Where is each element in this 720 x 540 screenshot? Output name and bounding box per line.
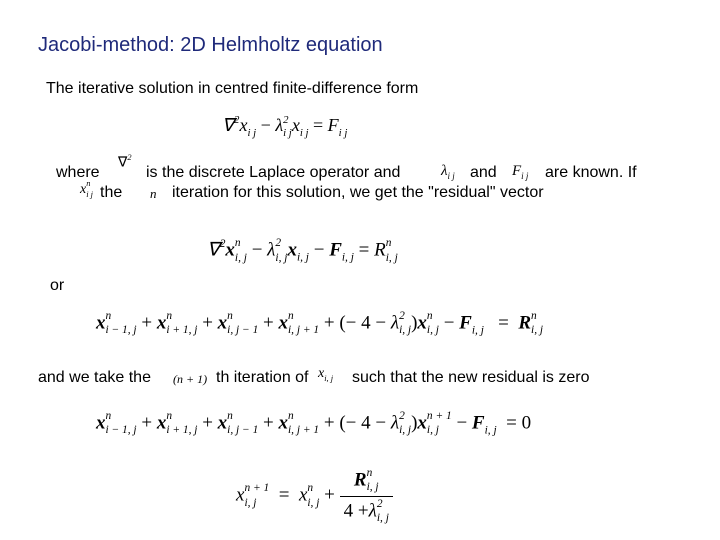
- iteration-text: iteration for this solution, we get the "residual" vector: [172, 184, 544, 201]
- equation-residual: ∇$^2$x n i, j − λ 2 i, j $x_{i, j} - F_{i, j} = R$ n i, j: [207, 237, 398, 264]
- and-text: and: [470, 164, 497, 181]
- or-text: or: [50, 277, 65, 294]
- lambda-symbol: $\lambda_{i j}$: [441, 163, 455, 182]
- equation-helmholtz: $\nabla^2x_{i j} - \lambda$ 2 i j $x_{i j} = F_{i j}$: [222, 113, 348, 140]
- laplace-description: is the discrete Laplace operator and: [146, 164, 401, 181]
- equation-expanded-residual: x n i − 1, j + x n i + 1, j + x n i, j − 1 + x n i, j + 1 + (− 4 − λ 2 i, j )x n i, j − $F_{i, j}$ = R n i, j: [96, 310, 544, 337]
- x-n-ij-symbol: x n i j: [80, 179, 93, 200]
- equation-zero-residual: x n i − 1, j + x n i + 1, j + x n i, j − 1 + x n i, j + 1 + (− 4 − λ 2 i, j )x n + 1 i, j − $F_{i, j} = 0$: [96, 410, 532, 437]
- slide-title: Jacobi-method: 2D Helmholtz equation: [38, 34, 383, 56]
- th-iteration-text: th iteration of: [216, 369, 309, 386]
- f-symbol: $F_{i j}$: [512, 163, 529, 182]
- laplace-symbol: ∇$^2$: [118, 153, 132, 171]
- n-plus-1-symbol: (n + 1): [173, 372, 208, 386]
- x-ij-symbol: $x_{i, j}$: [318, 366, 334, 383]
- residual-zero-text: such that the new residual is zero: [352, 369, 590, 386]
- equation-update: x n + 1 i, j = x n i, j + R n i, j 4 +λ 2 i, j: [236, 468, 393, 525]
- known-text: are known. If: [545, 164, 637, 181]
- n-symbol: n: [150, 186, 157, 201]
- intro-text: The iterative solution in centred finite-difference form: [46, 80, 419, 97]
- take-text: and we take the: [38, 369, 151, 386]
- the-text: the: [100, 184, 123, 201]
- where-text: where: [56, 164, 100, 181]
